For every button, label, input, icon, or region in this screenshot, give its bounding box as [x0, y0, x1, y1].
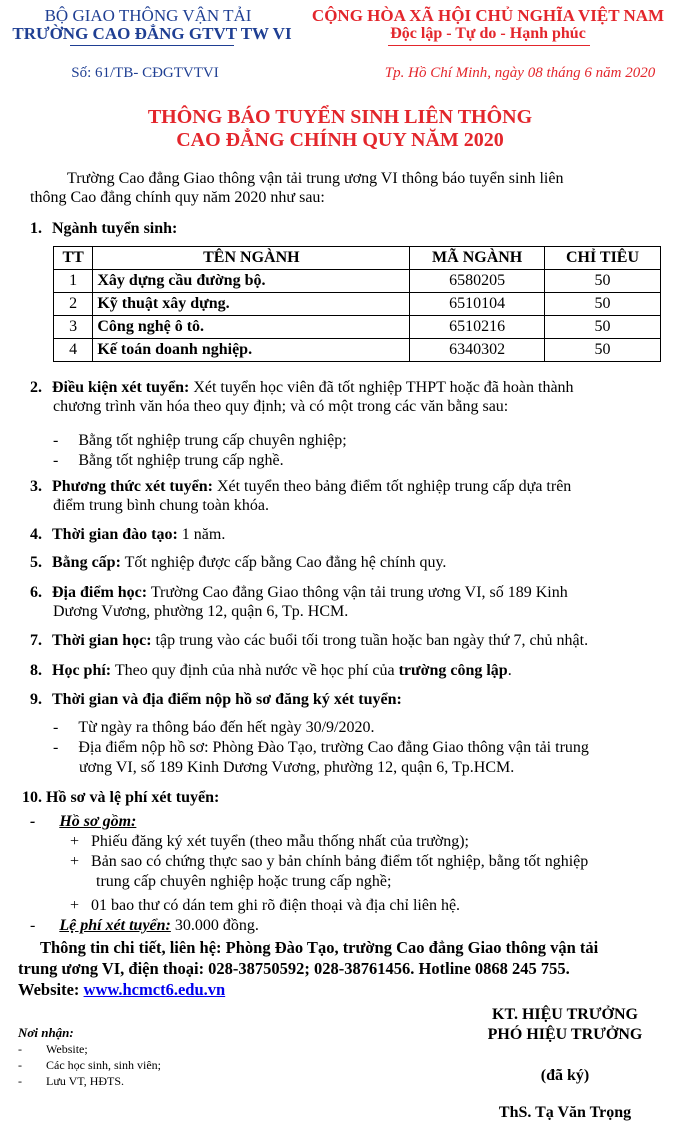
section-7 [30, 631, 588, 650]
table-row [54, 339, 661, 362]
row-code: 6510216 [410, 316, 545, 339]
dossier-label: Hồ sơ gồm: [59, 813, 137, 830]
section-1-number: 1. [30, 220, 42, 237]
contact-line1: Thông tin chi tiết, liên hệ: Phòng Đào Tạo, trường Cao đẳng Giao thông vận tải [40, 938, 599, 957]
title-line2: CAO ĐẲNG CHÍNH QUY NĂM 2020 [176, 129, 504, 151]
table-row [54, 316, 661, 339]
section-2-text1: Xét tuyển học viên đã tốt nghiệp THPT hoặc đã hoàn thành [193, 379, 574, 396]
list-item: - Bằng tốt nghiệp trung cấp nghề. [53, 452, 284, 469]
header-left-underline [70, 45, 234, 46]
section-4-number: 4. [30, 526, 42, 543]
section-10-title: Hồ sơ và lệ phí xét tuyển: [46, 789, 220, 806]
row-tt: 4 [54, 339, 93, 362]
website-link[interactable]: www.hcmct6.edu.vn [83, 980, 226, 999]
section-9 [30, 690, 402, 709]
section-5-title: Bằng cấp: [52, 554, 121, 571]
dossier-item-1: Phiếu đăng ký xét tuyển (theo mẫu thống nhất của trường); [91, 833, 469, 850]
section-8 [30, 661, 512, 680]
section-7-number: 7. [30, 632, 42, 649]
section-6-text2: Dương Vương, phường 12, quận 6, Tp. HCM. [53, 603, 349, 620]
section-2 [30, 378, 660, 397]
intro-line2: thông Cao đẳng chính quy năm 2020 như sau: [30, 189, 325, 206]
recipient-item: Website; [46, 1042, 88, 1056]
row-name: Công nghệ ô tô. [93, 316, 410, 339]
row-name: Kế toán doanh nghiệp. [93, 339, 410, 362]
row-tt: 1 [54, 270, 93, 293]
motto: Độc lập - Tự do - Hạnh phúc [390, 25, 586, 42]
signature-title-2: PHÓ HIỆU TRƯỞNG [487, 1026, 643, 1043]
section-7-text: tập trung vào các buổi tối trong tuần hoặc ban ngày thứ 7, chủ nhật. [155, 632, 589, 649]
list-item: - Địa điểm nộp hồ sơ: Phòng Đào Tạo, trường Cao đẳng Giao thông vận tải trung [53, 739, 589, 756]
col-header-code: MÃ NGÀNH [410, 247, 545, 270]
row-tt: 2 [54, 293, 93, 316]
section-7-title: Thời gian học: [52, 632, 152, 649]
signer-name: ThS. Tạ Văn Trọng [498, 1104, 632, 1121]
row-code: 6340302 [410, 339, 545, 362]
dossier-label-line: - Hồ sơ gồm: [30, 813, 137, 830]
row-name: Kỹ thuật xây dựng. [93, 293, 410, 316]
section-10-number: 10. [22, 789, 42, 806]
contact-line2: trung ương VI, điện thoại: 028-38750592; 028-38761456. Hotline 0868 245 755. [18, 959, 570, 978]
row-quota: 50 [544, 316, 660, 339]
section-6-number: 6. [30, 584, 42, 601]
row-code: 6510104 [410, 293, 545, 316]
list-item: + Phiếu đăng ký xét tuyển (theo mẫu thống nhất của trường); [70, 833, 469, 850]
section-2-text2: chương trình văn hóa theo quy định; và có một trong các văn bằng sau: [53, 398, 509, 415]
col-header-tt: TT [54, 247, 93, 270]
section-3-text2: điểm trung bình chung toàn khóa. [53, 497, 269, 514]
recipient-item: Các học sinh, sinh viên; [46, 1058, 161, 1072]
section-3 [30, 477, 571, 496]
recipient-item: Lưu VT, HĐTS. [46, 1074, 125, 1088]
section-6-text1: Trường Cao đẳng Giao thông vận tải trung ương VI, số 189 Kinh [150, 584, 568, 601]
section-2-item: Bằng tốt nghiệp trung cấp chuyên nghiệp; [78, 432, 347, 449]
nation-name: CỘNG HÒA XÃ HỘI CHỦ NGHĨA VIỆT NAM [311, 6, 665, 25]
doc-number: Số: 61/TB- CĐGTVTVI [71, 65, 219, 81]
section-9-item2b: ương VI, số 189 Kinh Dương Vương, phường 12, quận 6, Tp.HCM. [79, 759, 515, 776]
section-9-number: 9. [30, 691, 42, 708]
section-3-number: 3. [30, 478, 42, 495]
section-6-title: Địa điểm học: [52, 584, 148, 601]
list-item: - Các học sinh, sinh viên; [18, 1058, 161, 1072]
list-item: - Bằng tốt nghiệp trung cấp chuyên nghiệp; [53, 432, 347, 449]
table-row [54, 293, 661, 316]
row-tt: 3 [54, 316, 93, 339]
col-header-name: TÊN NGÀNH [93, 247, 410, 270]
website-label: Website: [18, 980, 80, 999]
section-5-text: Tốt nghiệp được cấp bằng Cao đẳng hệ chính quy. [124, 554, 447, 571]
school-name: TRƯỜNG CAO ĐẲNG GTVT TW VI [12, 24, 292, 43]
fee-value: 30.000 đồng. [174, 917, 259, 934]
section-8-title: Học phí: [52, 662, 112, 679]
section-4-text: 1 năm. [181, 526, 226, 543]
section-8-text: Theo quy định của nhà nước về học phí của [114, 662, 395, 679]
majors-table [53, 246, 661, 362]
list-item: - Lưu VT, HĐTS. [18, 1074, 125, 1088]
section-1-title: Ngành tuyển sinh: [52, 220, 178, 237]
recipients-label: Nơi nhận: [18, 1025, 74, 1040]
dossier-item-2b: trung cấp chuyên nghiệp hoặc trung cấp nghề; [96, 873, 392, 890]
section-5-number: 5. [30, 554, 42, 571]
section-9-title: Thời gian và địa điểm nộp hồ sơ đăng ký xét tuyển: [52, 691, 402, 708]
fee-label: Lệ phí xét tuyển: [59, 917, 171, 934]
section-2-item: Bằng tốt nghiệp trung cấp nghề. [78, 452, 284, 469]
section-2-number: 2. [30, 379, 42, 396]
row-quota: 50 [544, 339, 660, 362]
row-quota: 50 [544, 293, 660, 316]
section-6 [30, 583, 568, 602]
title-line1: THÔNG BÁO TUYỂN SINH LIÊN THÔNG [147, 106, 533, 128]
dossier-item-2a: Bản sao có chứng thực sao y bản chính bảng điểm tốt nghiệp, bằng tốt nghiệp [91, 853, 589, 870]
section-10 [22, 788, 219, 807]
section-5 [30, 553, 446, 572]
ministry-name: BỘ GIAO THÔNG VẬN TẢI [44, 6, 252, 25]
row-code: 6580205 [410, 270, 545, 293]
section-3-title: Phương thức xét tuyển: [52, 478, 213, 495]
section-8-end: . [507, 662, 512, 679]
table-row [54, 270, 661, 293]
section-4-title: Thời gian đào tạo: [52, 526, 178, 543]
list-item: - Website; [18, 1042, 88, 1056]
table-header-row [54, 247, 661, 270]
section-8-number: 8. [30, 662, 42, 679]
row-quota: 50 [544, 270, 660, 293]
section-2-title: Điều kiện xét tuyển: [52, 379, 190, 396]
dossier-item-3: 01 bao thư có dán tem ghi rõ điện thoại và địa chỉ liên hệ. [91, 897, 461, 914]
place-date: Tp. Hồ Chí Minh, ngày 08 tháng 6 năm 2020 [384, 65, 656, 81]
section-9-item1: Từ ngày ra thông báo đến hết ngày 30/9/2020. [78, 719, 375, 736]
section-9-item2a: Địa điểm nộp hồ sơ: Phòng Đào Tạo, trường Cao đẳng Giao thông vận tải trung [78, 739, 589, 756]
signature-signed: (đã ký) [540, 1067, 590, 1084]
section-4 [30, 525, 225, 544]
section-8-bold: trường công lập [398, 662, 508, 679]
website-line [18, 980, 225, 999]
row-name: Xây dựng cầu đường bộ. [93, 270, 410, 293]
header-right-underline [388, 45, 590, 46]
fee-line: - Lệ phí xét tuyển: 30.000 đồng. [30, 917, 259, 934]
section-3-text1: Xét tuyển theo bảng điểm tốt nghiệp trung cấp dựa trên [216, 478, 572, 495]
list-item: + 01 bao thư có dán tem ghi rõ điện thoại và địa chỉ liên hệ. [70, 897, 461, 914]
section-1-heading [30, 219, 177, 238]
signature-title-1: KT. HIỆU TRƯỞNG [492, 1006, 638, 1023]
list-item: - Từ ngày ra thông báo đến hết ngày 30/9/2020. [53, 719, 375, 736]
list-item: + Bản sao có chứng thực sao y bản chính bảng điểm tốt nghiệp, bằng tốt nghiệp [70, 853, 589, 870]
intro-line1: Trường Cao đẳng Giao thông vận tải trung ương VI thông báo tuyển sinh liên [67, 170, 564, 187]
col-header-quota: CHỈ TIÊU [544, 247, 660, 270]
